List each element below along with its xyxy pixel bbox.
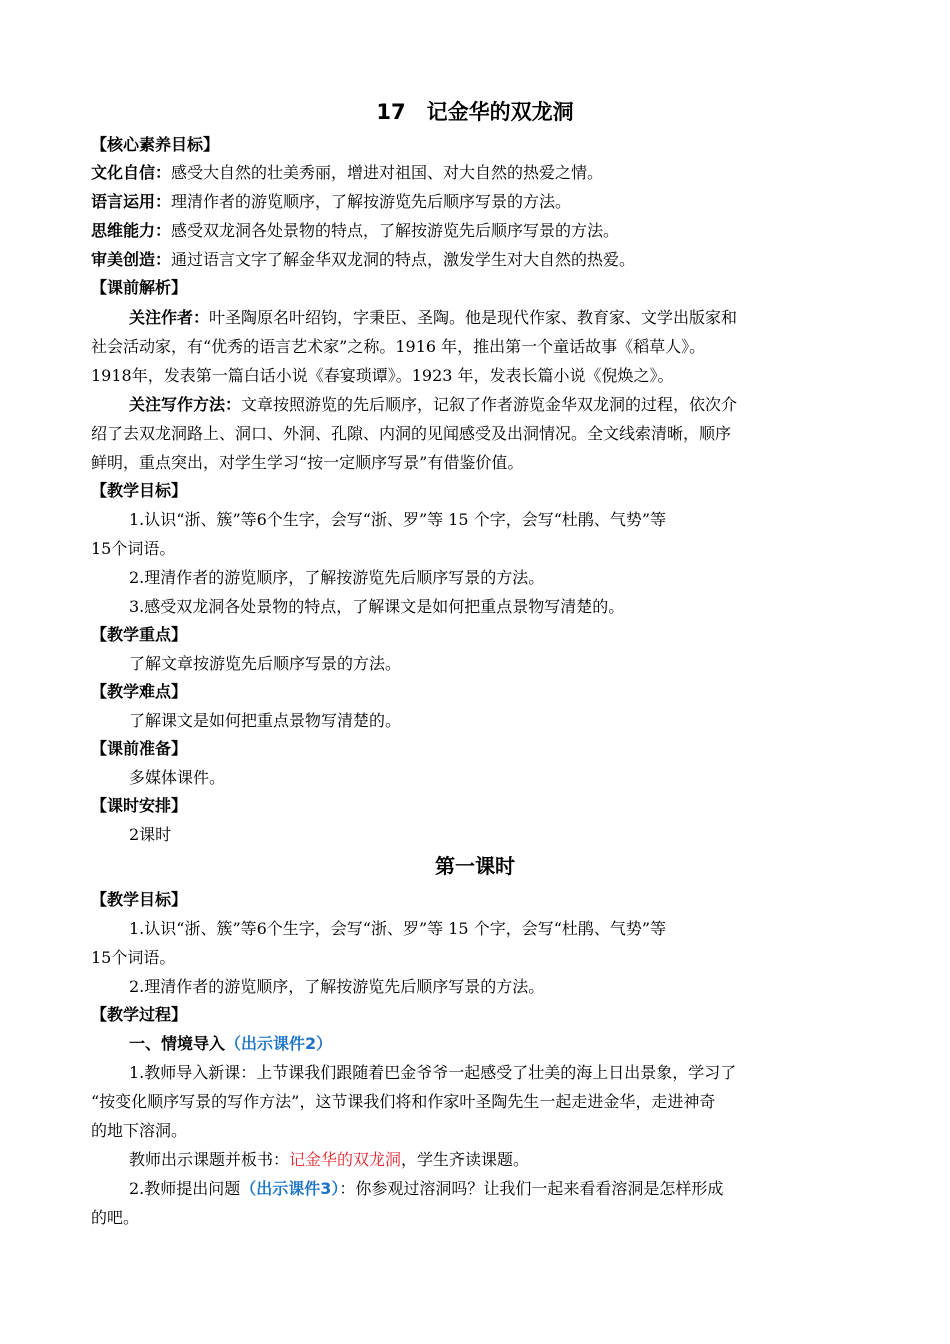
author-label: 关注作者：: [129, 308, 210, 327]
process-para-2: [129, 1146, 866, 1174]
method-line-2: 绍了去双龙洞路上、洞口、外洞、孔隙、内洞的见闻感受及出洞情况。全文线索清晰，顺序: [91, 424, 732, 443]
section-heading-difficult-point: 【教学难点】: [91, 682, 188, 701]
lesson-goal-2: 2.理清作者的游览顺序，了解按游览先后顺序写景的方法。: [129, 977, 545, 996]
process-para-3-line-2: 的吧。: [91, 1208, 140, 1227]
goal-thinking: [91, 217, 866, 245]
section-heading-teaching-goals: 【教学目标】: [91, 481, 188, 500]
teach-goal-2: 2.理清作者的游览顺序，了解按游览先后顺序写景的方法。: [129, 568, 545, 587]
method-line-1: [129, 391, 866, 419]
difficult-point-text: 了解课文是如何把重点景物写清楚的。: [129, 711, 402, 730]
method-label: 关注写作方法：: [129, 395, 242, 414]
author-line-1: [129, 304, 866, 332]
step-label: 一、情境导入: [129, 1034, 226, 1053]
teach-goal-3: 3.感受双龙洞各处景物的特点，了解课文是如何把重点景物写清楚的。: [129, 597, 625, 616]
goal-aesthetic: [91, 246, 866, 274]
teach-goal-1-line-2: 15个词语。: [91, 539, 176, 558]
preparation-text: 多媒体课件。: [129, 768, 226, 787]
goal-text: 感受双龙洞各处景物的特点，了解按游览先后顺序写景的方法。: [171, 221, 620, 240]
section-heading-lesson-goals: 【教学目标】: [91, 890, 188, 909]
section-heading-pre-analysis: 【课前解析】: [91, 278, 188, 297]
lesson-goal-1-line-1: 1.认识“浙、簇”等6个生字，会写“浙、罗”等 15 个字，会写“杜鹃、气势”等: [129, 919, 667, 938]
lesson-1-title: 第一课时: [435, 854, 515, 878]
lesson-goal-1-line-2: 15个词语。: [91, 948, 176, 967]
process-para-3-line-1: [129, 1175, 866, 1203]
method-text: 文章按照游览的先后顺序，记叙了作者游览金华双龙洞的过程，依次介: [241, 395, 738, 414]
para-text: ：你参观过溶洞吗？让我们一起来看看溶洞是怎样形成: [339, 1179, 724, 1198]
process-para-1-line-3: 的地下溶洞。: [91, 1121, 188, 1140]
goal-label: 审美创造：: [91, 250, 172, 269]
goal-label: 思维能力：: [91, 221, 172, 240]
process-para-1-line-1: 1.教师导入新课：上节课我们跟随着巴金爷爷一起感受了壮美的海上日出景象，学习了: [129, 1063, 737, 1082]
goal-text: 通过语言文字了解金华双龙洞的特点，激发学生对大自然的热爱。: [171, 250, 636, 269]
author-line-2: 社会活动家，有“优秀的语言艺术家”之称。1916 年，推出第一个童话故事《稻草人》。: [91, 337, 706, 356]
courseware-link[interactable]: （出示课件3）: [240, 1179, 340, 1198]
teach-goal-1-line-1: 1.认识“浙、簇”等6个生字，会写“浙、罗”等 15 个字，会写“杜鹃、气势”等: [129, 510, 667, 529]
method-line-3: 鲜明，重点突出，对学生学习“按一定顺序写景”有借鉴价值。: [91, 453, 524, 472]
section-heading-process: 【教学过程】: [91, 1005, 188, 1024]
section-heading-core-goals: 【核心素养目标】: [91, 135, 220, 154]
goal-language: [91, 188, 866, 216]
goal-label: 语言运用：: [91, 192, 172, 211]
goal-text: 感受大自然的壮美秀丽，增进对祖国、对大自然的热爱之情。: [171, 163, 604, 182]
para-text: 教师出示课题并板书：: [129, 1150, 290, 1169]
page-title: 17 记金华的双龙洞: [376, 100, 574, 124]
author-line-3: 1918年，发表第一篇白话小说《春宴琐谭》。1923 年，发表长篇小说《倪焕之》。: [91, 366, 674, 385]
section-heading-preparation: 【课前准备】: [91, 739, 188, 758]
goal-text: 理清作者的游览顺序，了解按游览先后顺序写景的方法。: [171, 192, 572, 211]
goal-label: 文化自信：: [91, 163, 172, 182]
board-title: 记金华的双龙洞: [289, 1150, 402, 1169]
para-text: 2.教师提出问题: [129, 1179, 241, 1198]
key-point-text: 了解文章按游览先后顺序写景的方法。: [129, 654, 402, 673]
goal-culture: [91, 159, 866, 187]
para-text: ，学生齐读课题。: [401, 1150, 530, 1169]
process-para-1-line-2: “按变化顺序写景的写作方法”，这节课我们将和作家叶圣陶先生一起走进金华，走进神奇: [91, 1092, 716, 1111]
courseware-link[interactable]: （出示课件2）: [225, 1034, 333, 1053]
section-heading-schedule: 【课时安排】: [91, 796, 188, 815]
section-heading-key-point: 【教学重点】: [91, 625, 188, 644]
author-text: 叶圣陶原名叶绍钧，字秉臣、圣陶。他是现代作家、教育家、文学出版家和: [209, 308, 738, 327]
schedule-text: 2课时: [129, 825, 172, 844]
process-step-1: [129, 1030, 866, 1058]
